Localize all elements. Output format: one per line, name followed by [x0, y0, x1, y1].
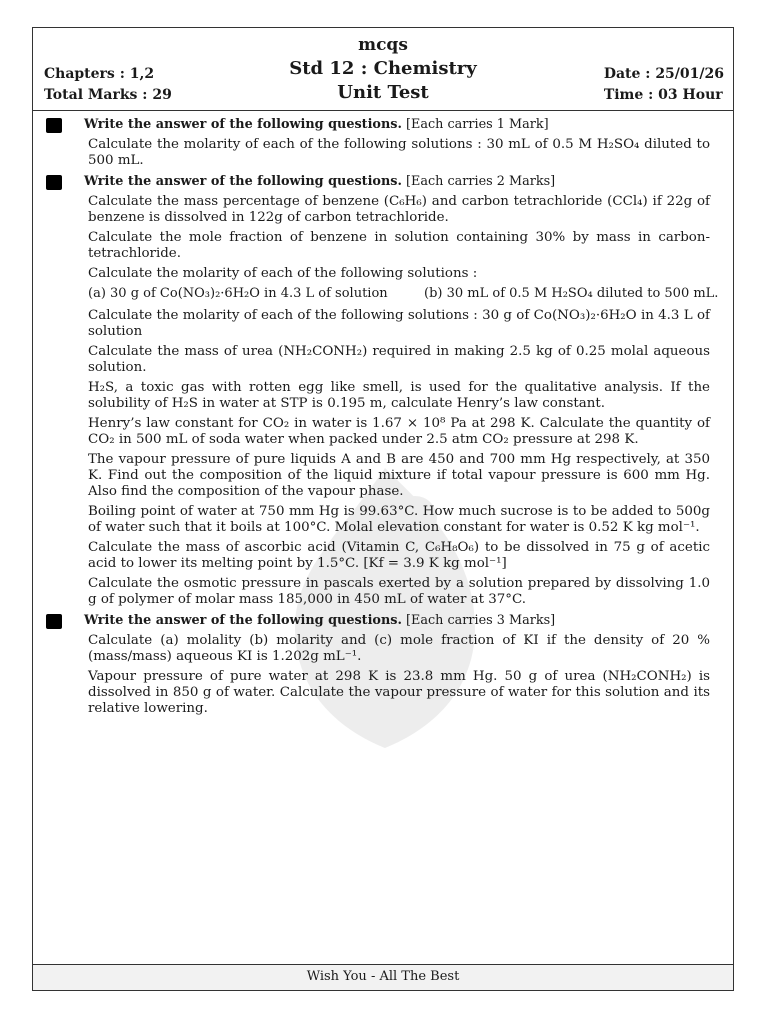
- section-instruction: Write the answer of the following questions.: [84, 613, 402, 628]
- section-bullet-icon: [46, 614, 62, 629]
- chapters-label: Chapters : 1,2: [44, 66, 155, 82]
- question-3: Calculate the mole fraction of benzene in solution containing 30% by mass in carbon-tetrachloride.: [88, 230, 710, 261]
- header-left: [44, 64, 172, 106]
- question-8: Henry’s law constant for CO₂ in water is 1.67 × 10⁸ Pa at 298 K. Calculate the quantity of CO₂ in 500 mL of soda water when packed under 2.5 atm CO₂ pressure at 298 K.: [88, 416, 710, 447]
- question-7: H₂S, a toxic gas with rotten egg like smell, is used for the qualitative analysis. If the solubility of H₂S in water at STP is 0.195 m, calculate Henry’s law constant.: [88, 380, 710, 411]
- section-heading: [33, 117, 733, 133]
- test-name: Unit Test: [337, 82, 429, 103]
- section-marks: [Each carries 2 Marks]: [406, 174, 556, 189]
- paper-header: [33, 28, 733, 111]
- question-4: Calculate the molarity of each of the following solutions :: [88, 266, 478, 281]
- question-5: Calculate the molarity of each of the following solutions : 30 g of Co(NO₃)₂·6H₂O in 4.3 L of solution: [88, 308, 710, 339]
- questions-area: [33, 112, 733, 721]
- section-bullet-icon: [46, 175, 62, 190]
- section-bullet-icon: [46, 118, 62, 133]
- option-b: (b) 30 mL of 0.5 M H₂SO₄ diluted to 500 mL.: [424, 286, 719, 301]
- section-marks: [Each carries 1 Mark]: [406, 117, 549, 132]
- subject-code: mcqs: [358, 35, 408, 55]
- question-13: Calculate (a) molality (b) molarity and (c) mole fraction of KI if the density of 20 % (mass/mass) aqueous KI is 1.202g mL⁻¹.: [88, 633, 710, 664]
- question-2: Calculate the mass percentage of benzene (C₆H₆) and carbon tetrachloride (CCl₄) if 22g of benzene is dissolved in 122g of carbon tetrachloride.: [88, 194, 710, 225]
- paper-footer: Wish You - All The Best: [33, 964, 733, 990]
- question-12: Calculate the osmotic pressure in pascals exerted by a solution prepared by dissolving 1.0 g of polymer of molar mass 185,000 in 450 mL of water at 37°C.: [88, 576, 710, 607]
- paper-title: Std 12 : Chemistry: [289, 58, 477, 79]
- section-instruction: Write the answer of the following questions.: [84, 174, 402, 189]
- time-label: Time : 03 Hour: [603, 87, 723, 103]
- question-10: Boiling point of water at 750 mm Hg is 99.63°C. How much sucrose is to be added to 500g of water such that it boils at 100°C. Molal elevation constant for water is 0.52 K kg mol⁻¹.: [88, 504, 710, 535]
- section-marks: [Each carries 3 Marks]: [406, 613, 556, 628]
- exam-paper: [32, 27, 734, 991]
- section-instruction: Write the answer of the following questions.: [84, 117, 402, 132]
- question-6: Calculate the mass of urea (NH₂CONH₂) required in making 2.5 kg of 0.25 molal aqueous solution.: [88, 344, 710, 375]
- question-1: Calculate the molarity of each of the following solutions : 30 mL of 0.5 M H₂SO₄ diluted to 500 mL.: [88, 137, 710, 168]
- total-marks-label: Total Marks : 29: [44, 87, 172, 103]
- question-9: The vapour pressure of pure liquids A and B are 450 and 700 mm Hg respectively, at 350 K. Find out the composition of the liquid mixture if total vapour pressure is 600 mm Hg. Also find the composition of the vapour phase.: [88, 452, 710, 499]
- section-heading: [33, 174, 733, 190]
- date-label: Date : 25/01/26: [603, 66, 724, 82]
- header-right: [604, 64, 724, 106]
- question-4-options: [33, 286, 733, 304]
- question-11: Calculate the mass of ascorbic acid (Vitamin C, C₆H₈O₆) to be dissolved in 75 g of acetic acid to lower its melting point by 1.5°C. [Kf = 3.9 K kg mol⁻¹]: [88, 540, 710, 571]
- question-14: Vapour pressure of pure water at 298 K is 23.8 mm Hg. 50 g of urea (NH₂CONH₂) is dissolved in 850 g of water. Calculate the vapour pressure of water for this solution and its relative lowering.: [88, 669, 710, 716]
- option-a: (a) 30 g of Co(NO₃)₂·6H₂O in 4.3 L of solution: [88, 286, 388, 301]
- section-heading: [33, 613, 733, 629]
